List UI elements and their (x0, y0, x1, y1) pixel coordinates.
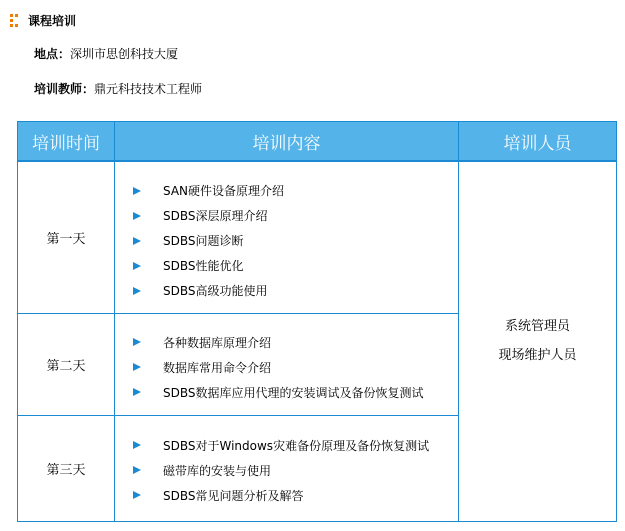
triangle-bullet-icon (133, 363, 141, 371)
location-value: 深圳市思创科技大厦 (70, 47, 179, 61)
staff-field-maintenance: 现场维护人员 (498, 348, 577, 364)
staff-system-admin: 系统管理员 (504, 319, 570, 335)
orange-dot-bullet-icon (10, 13, 22, 27)
topic-text: 数据库常用命令介绍 (163, 360, 272, 375)
header-training-staff: 培训人员 (459, 122, 617, 162)
teacher-label: 培训教师： (34, 82, 95, 96)
triangle-bullet-icon (133, 441, 141, 449)
topic-text: SDBS深层原理介绍 (163, 209, 268, 223)
table-header-row (18, 122, 617, 162)
section-title: 课程培训 (28, 13, 77, 28)
topic-text: SDBS数据库应用代理的安装调试及备份恢复测试 (163, 385, 424, 400)
training-schedule-table (17, 121, 617, 522)
header-training-time: 培训时间 (18, 122, 115, 162)
topics-cell (115, 313, 459, 415)
list-item (115, 380, 458, 405)
topic-text: 磁带库的安装与使用 (163, 463, 272, 478)
staff-cell (459, 161, 617, 521)
triangle-bullet-icon (133, 466, 141, 474)
day-cell: 第一天 (18, 161, 115, 313)
triangle-bullet-icon (133, 237, 141, 245)
topic-text: SDBS问题诊断 (163, 234, 244, 248)
list-item (115, 178, 458, 203)
list-item (115, 458, 458, 483)
topics-cell (115, 161, 459, 313)
triangle-bullet-icon (133, 338, 141, 346)
triangle-bullet-icon (133, 491, 141, 499)
topic-list (115, 416, 458, 508)
triangle-bullet-icon (133, 262, 141, 270)
table-row-day1 (18, 161, 617, 313)
list-item (115, 253, 458, 278)
section-heading (10, 11, 76, 29)
topic-text: SDBS对于Windows灾难备份原理及备份恢复测试 (163, 438, 430, 453)
list-item (115, 228, 458, 253)
header-training-content: 培训内容 (115, 122, 459, 162)
topic-list (115, 314, 458, 405)
list-item (115, 330, 458, 355)
topic-text: SDBS性能优化 (163, 259, 244, 273)
triangle-bullet-icon (133, 388, 141, 396)
location-label: 地点： (34, 47, 71, 61)
list-item (115, 433, 458, 458)
teacher-value: 鼎元科技技术工程师 (94, 82, 203, 96)
topic-text: 各种数据库原理介绍 (163, 335, 272, 350)
list-item (115, 278, 458, 303)
day-cell: 第二天 (18, 313, 115, 415)
triangle-bullet-icon (133, 212, 141, 220)
topics-cell (115, 415, 459, 521)
day-cell: 第三天 (18, 415, 115, 521)
list-item (115, 355, 458, 380)
triangle-bullet-icon (133, 187, 141, 195)
teacher-line (34, 80, 202, 97)
location-line (34, 45, 178, 62)
list-item (115, 203, 458, 228)
topic-text: SAN硬件设备原理介绍 (163, 184, 285, 198)
topic-text: SDBS常见问题分析及解答 (163, 488, 304, 503)
triangle-bullet-icon (133, 287, 141, 295)
topic-text: SDBS高级功能使用 (163, 284, 268, 298)
topic-list (115, 162, 458, 303)
list-item (115, 483, 458, 508)
